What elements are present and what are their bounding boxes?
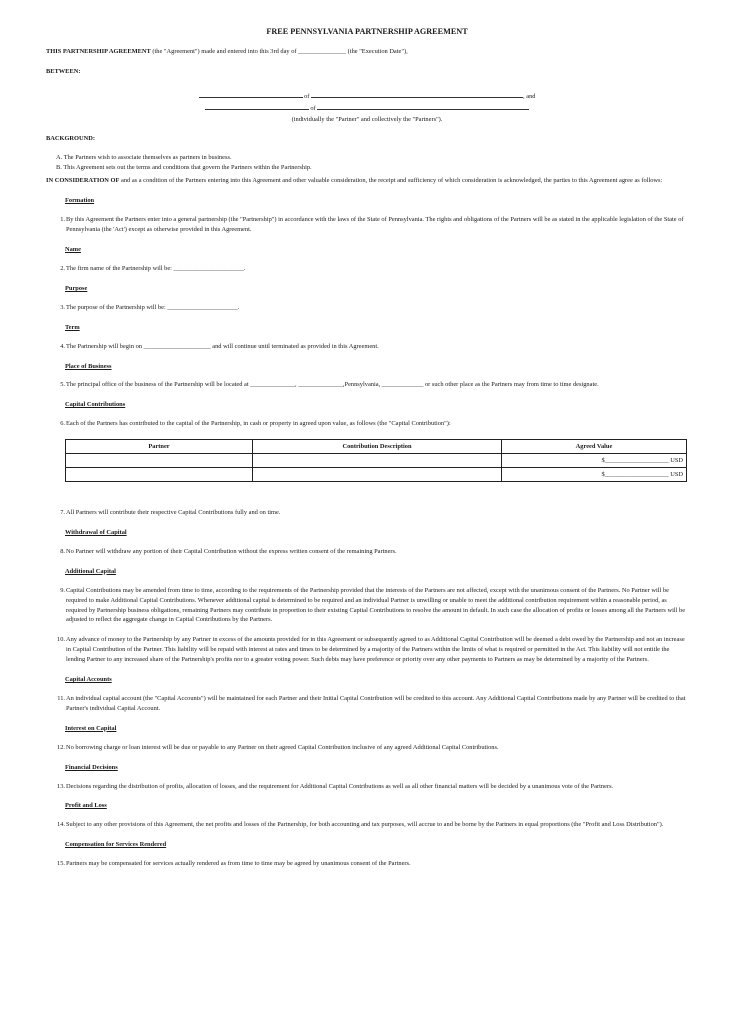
section-heading-purpose: Purpose <box>65 284 88 292</box>
description-cell[interactable] <box>253 468 502 482</box>
section-heading-capital-accounts: Capital Accounts <box>65 676 112 684</box>
party-line-2 <box>46 102 688 114</box>
clause-text: The purpose of the Partnership will be: ______________________. <box>66 303 240 311</box>
clause-6 <box>56 419 688 429</box>
clause-number: 1. <box>60 216 65 224</box>
clause-5 <box>56 380 688 390</box>
agreed-value-cell[interactable]: $____________________ USD <box>502 454 687 468</box>
clause-text: Capital Contributions may be amended from time to time, according to the requirements of the Partnership provided that the interests of the Partners are not affected, except with the unanimous consent of the Partners. No Partner will be required to make Additional Capital Contributions. Whenever additional capital is determined to be required and an individual Partner is unwilling or unable to meet the additional contribution requirement within a reasonable period, as required by Partnership business obligations, remaining Partners may contribute in proportion to their existing Capital Contributions to resolve the amount in default. In such case the allocation of profits or losses among all the Partners will be adjusted to reflect the aggregate change in Capital Contributions by the Partners. <box>66 586 686 624</box>
clause-number: 9. <box>60 586 65 594</box>
table-row <box>66 468 687 482</box>
clause-2 <box>56 264 688 274</box>
section-heading-formation: Formation <box>65 197 95 205</box>
clause-15 <box>56 859 688 869</box>
party-1-of-label: of <box>304 92 310 100</box>
parties-collective: (individually the "Partner" and collectively the "Partners"). <box>291 115 443 123</box>
clause-text: Each of the Partners has contributed to the capital of the Partnership, in cash or property in agreed upon value, as follows (the "Capital Contribution"): <box>66 420 451 428</box>
intro-lead: THIS PARTNERSHIP AGREEMENT <box>46 47 151 55</box>
between-label: BETWEEN: <box>46 67 81 75</box>
clause-number: 11. <box>57 695 65 702</box>
party-2-of-label: of <box>310 104 316 112</box>
clause-number: 3. <box>60 303 65 311</box>
clause-number: 12. <box>57 743 65 751</box>
clause-text: Decisions regarding the distribution of profits, allocation of losses, and the requirement for Additional Capital Contributions as well as all other financial matters will be decided by a unanimous vote of the Partners. <box>66 782 614 790</box>
description-cell[interactable] <box>253 454 502 468</box>
clause-number: 15. <box>57 860 65 868</box>
section-heading-name: Name <box>65 246 81 254</box>
party-line-1 <box>46 90 688 102</box>
party-2-address-blank[interactable] <box>317 102 529 110</box>
clause-8 <box>56 547 688 557</box>
clause-9 <box>56 586 688 626</box>
section-heading-interest-on-capital: Interest on Capital <box>65 724 117 732</box>
clause-number: 14. <box>57 821 65 829</box>
clause-7 <box>56 508 688 518</box>
clause-text: The Partnership will begin on _____________________ and will continue until terminated as provided in this Agreement. <box>66 342 379 350</box>
clause-text: Any advance of money to the Partnership by any Partner in excess of the amounts provided for in this Agreement or subsequently agreed to as Additional Capital Contribution will be deemed a debt owed by the Partnership and not an increase in Capital Contribution of the Partner. This liability will be repaid with interest at rates and times to be determined by a majority of the Partners within the limits of what is required or permitted in the Act. This liability will not entitle the lending Partner to any increased share of the Partnership's profits nor to a greater voting power. Such debts may have preference or priority over any other payments to Partners as may be determined by a majority of the Partners. <box>66 636 685 664</box>
table-row <box>66 454 687 468</box>
clause-12 <box>56 743 688 753</box>
clause-text: Subject to any other provisions of this Agreement, the net profits and losses of the Partnership, for both accounting and tax purposes, will accrue to and be borne by the Partners in equal proportions (the "Profit and Loss Distribution"). <box>66 821 664 829</box>
partner-cell[interactable] <box>66 468 253 482</box>
section-heading-term: Term <box>65 323 80 331</box>
clause-text: The firm name of the Partnership will be: ______________________. <box>66 264 246 272</box>
party-and-label: , and <box>523 92 536 100</box>
clause-1 <box>56 215 688 235</box>
section-heading-withdrawal-of-capital: Withdrawal of Capital <box>65 529 127 537</box>
section-heading-place-of-business: Place of Business <box>65 362 112 370</box>
clause-number: 5. <box>60 381 65 389</box>
section-heading-profit-and-loss: Profit and Loss <box>65 802 107 810</box>
clause-number: 4. <box>60 342 65 350</box>
parties-block <box>46 90 688 125</box>
table-header-agreed-value: Agreed Value <box>502 440 687 454</box>
clause-4 <box>56 342 688 352</box>
clause-text: The principal office of the business of the Partnership will be located at ______________, ______________,Pennsylvania, _____________ or such other place as the Partners may from time to time designate. <box>66 381 599 389</box>
background-item: B. This Agreement sets out the terms and conditions that govern the Partners within the Partnership. <box>56 163 312 171</box>
background-heading: BACKGROUND: <box>46 134 95 142</box>
clause-3 <box>56 303 688 313</box>
clause-number: 13. <box>57 782 65 790</box>
clause-text: No borrowing charge or loan interest will be due or payable to any Partner on their agreed Capital Contribution inclusive of any agreed Additional Capital Contributions. <box>66 743 499 751</box>
clause-text: By this Agreement the Partners enter into a general partnership (the "Partnership") in accordance with the laws of the State of Pennsylvania. The rights and obligations of the Partners will be as stated in the applicable legislation of the State of Pennsylvania (the 'Act') except as otherwise provided in this Agreement. <box>66 216 684 234</box>
table-header-description: Contribution Description <box>253 440 502 454</box>
party-1-name-blank[interactable] <box>199 90 303 98</box>
partner-cell[interactable] <box>66 454 253 468</box>
consideration-paragraph <box>46 176 688 186</box>
clause-number: 8. <box>60 547 65 555</box>
clause-text: No Partner will withdraw any portion of their Capital Contribution without the express written consent of the remaining Partners. <box>66 547 397 555</box>
capital-contribution-table <box>65 439 687 482</box>
section-heading-compensation: Compensation for Services Rendered <box>65 841 167 849</box>
agreed-value-cell[interactable]: $____________________ USD <box>502 468 687 482</box>
clause-11 <box>56 694 688 714</box>
section-heading-capital-contributions: Capital Contributions <box>65 401 126 409</box>
document-title: FREE PENNSYLVANIA PARTNERSHIP AGREEMENT <box>266 27 468 36</box>
consideration-lead: IN CONSIDERATION OF <box>46 177 120 185</box>
intro-paragraph <box>46 47 688 57</box>
clause-text: Partners may be compensated for services actually rendered as from time to time may be agreed by unanimous consent of the Partners. <box>66 860 411 868</box>
clause-text: An individual capital account (the "Capital Accounts") will be maintained for each Partner and their Initial Capital Contribution will be credited to this account. Any Additional Capital Contributions made by any Partner will be credited to that Partner's individual Capital Account. <box>66 695 686 712</box>
section-heading-additional-capital: Additional Capital <box>65 567 116 575</box>
intro-text: (the "Agreement") made and entered into this 3rd day of _______________ (the "Execution Date"), <box>150 47 408 55</box>
clause-13 <box>56 782 688 792</box>
clause-number: 6. <box>60 420 65 428</box>
clause-14 <box>56 820 688 830</box>
table-header-partner: Partner <box>66 440 253 454</box>
background-item: A. The Partners wish to associate themselves as partners in business. <box>56 153 232 161</box>
section-heading-financial-decisions: Financial Decisions <box>65 763 118 771</box>
clause-number: 10. <box>57 636 65 644</box>
table-header-row <box>66 440 687 454</box>
clause-10 <box>56 635 688 665</box>
clause-number: 2. <box>60 264 65 272</box>
clause-number: 7. <box>60 509 65 517</box>
party-2-name-blank[interactable] <box>205 102 309 110</box>
party-1-address-blank[interactable] <box>311 90 523 98</box>
background-list <box>46 153 688 173</box>
consideration-text: and as a condition of the Partners entering into this Agreement and other valuable consideration, the receipt and sufficiency of which consideration is acknowledged, the parties to this Agreement agree as follows: <box>119 177 663 185</box>
clause-text: All Partners will contribute their respective Capital Contributions fully and on time. <box>66 509 281 517</box>
